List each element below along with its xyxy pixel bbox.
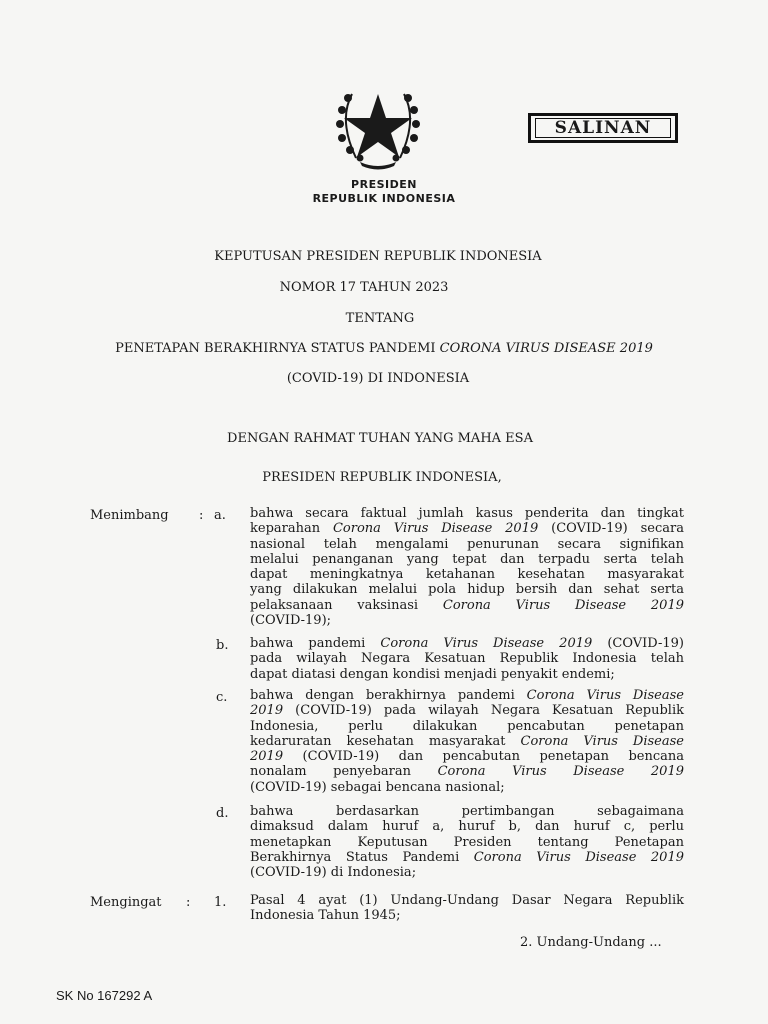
paragraph-line	[250, 636, 684, 651]
paragraph-line	[250, 835, 684, 850]
line-text: Indonesia Tahun 1945;	[250, 908, 401, 924]
consideration-paragraph	[250, 636, 684, 682]
mengingat-label: Mengingat	[90, 895, 162, 910]
decree-title: KEPUTUSAN PRESIDEN REPUBLIK INDONESIA	[214, 249, 542, 264]
paragraph-line	[250, 537, 684, 552]
line-text: kedaruratan kesehatan masyarakat	[250, 733, 521, 749]
line-text: dimaksud dalam huruf a, huruf b, dan huruf c, perlu	[250, 819, 684, 835]
paragraph-line	[250, 651, 684, 666]
menimbang-label: Menimbang	[90, 508, 169, 523]
line-text: bahwa berdasarkan pertimbangan sebagaimana	[250, 804, 684, 819]
line-text: Pasal 4 ayat (1) Undang-Undang Dasar Negara Republik	[250, 893, 684, 908]
legal-basis-paragraph	[250, 893, 684, 924]
consideration-letter: c.	[216, 690, 228, 705]
consideration-paragraph	[250, 688, 684, 795]
paragraph-line	[250, 521, 684, 536]
line-text: bahwa secara faktual jumlah kasus penderita dan tingkat	[250, 506, 684, 521]
line-text: Berakhirnya Status Pandemi	[250, 849, 474, 865]
paragraph-line	[250, 613, 684, 628]
paragraph-line	[250, 764, 684, 779]
decree-about: TENTANG	[345, 311, 415, 326]
line-text: (COVID-19)	[592, 636, 684, 651]
paragraph-line	[250, 850, 684, 865]
continuation-note: 2. Undang-Undang ...	[520, 935, 662, 950]
president-heading: PRESIDEN REPUBLIK INDONESIA,	[262, 470, 502, 485]
paragraph-line	[250, 780, 684, 795]
paragraph-line	[250, 506, 684, 521]
italic-term: Corona Virus Disease 2019	[473, 849, 684, 865]
salinan-stamp	[528, 113, 678, 143]
line-text: melalui penanganan yang tepat dan terpadu serta telah	[250, 551, 684, 567]
italic-term: Corona Virus Disease 2019	[332, 521, 539, 537]
president-line1: PRESIDEN	[351, 178, 417, 191]
italic-term: Corona Virus Disease	[526, 688, 684, 703]
salinan-label: SALINAN	[535, 118, 671, 138]
decree-subject-cont: (COVID-19) DI INDONESIA	[286, 371, 470, 386]
menimbang-colon: :	[199, 508, 204, 523]
consideration-letter: b.	[216, 638, 229, 653]
consideration-paragraph	[250, 506, 684, 628]
italic-term: Corona Virus Disease 2019	[442, 597, 684, 613]
line-text: nasional telah mengalami penurunan secara signifikan	[250, 536, 684, 552]
line-text: pelaksanaan vaksinasi	[250, 597, 443, 613]
mengingat-colon: :	[186, 895, 191, 910]
line-text: (COVID-19) sebagai bencana nasional;	[250, 779, 505, 795]
decree-subject-italic: CORONA VIRUS DISEASE 2019	[439, 341, 653, 356]
decree-number: NOMOR 17 TAHUN 2023	[279, 280, 449, 295]
paragraph-line	[250, 749, 684, 764]
italic-term: Corona Virus Disease 2019	[437, 764, 684, 780]
paragraph-line	[250, 598, 684, 613]
line-text: nonalam penyebaran	[250, 764, 438, 780]
italic-term: Corona Virus Disease	[520, 733, 684, 749]
consideration-letter: d.	[216, 806, 229, 821]
italic-term: Corona Virus Disease 2019	[380, 636, 593, 651]
line-text: bahwa pandemi	[250, 636, 381, 651]
line-text: pada wilayah Negara Kesatuan Republik Indonesia telah	[250, 651, 684, 667]
line-text: (COVID-19) dan pencabutan penetapan bencana	[283, 749, 684, 765]
paragraph-line	[250, 567, 684, 582]
italic-term: 2019	[250, 703, 284, 719]
paragraph-line	[250, 734, 684, 749]
paragraph-line	[250, 552, 684, 567]
paragraph-line	[250, 667, 684, 682]
decree-subject-plain: PENETAPAN BERAKHIRNYA STATUS PANDEMI	[115, 341, 440, 356]
line-text: dapat meningkatnya ketahanan kesehatan masyarakat	[250, 567, 684, 583]
paragraph-line	[250, 582, 684, 597]
line-text: (COVID-19) secara	[538, 521, 684, 537]
paragraph-line	[250, 719, 684, 734]
line-text: (COVID-19) pada wilayah Negara Kesatuan Republik	[283, 703, 684, 719]
garuda-star-emblem-icon	[330, 80, 426, 170]
consideration-letter: a.	[214, 508, 226, 523]
paragraph-line	[250, 703, 684, 718]
line-text: Indonesia, perlu dilakukan pencabutan penetapan	[250, 718, 684, 734]
paragraph-line	[250, 908, 684, 923]
legal-basis-number: 1.	[214, 895, 227, 910]
president-line2: REPUBLIK INDONESIA	[312, 192, 456, 205]
line-text: keparahan	[250, 521, 333, 537]
italic-term: 2019	[250, 749, 284, 765]
sk-number: SK No 167292 A	[56, 988, 153, 1003]
consideration-paragraph	[250, 804, 684, 880]
line-text: bahwa dengan berakhirnya pandemi	[250, 688, 527, 703]
paragraph-line	[250, 893, 684, 908]
paragraph-line	[250, 865, 684, 880]
paragraph-line	[250, 688, 684, 703]
paragraph-line	[250, 819, 684, 834]
decree-subject	[0, 341, 768, 356]
paragraph-line	[250, 804, 684, 819]
line-text: dapat diatasi dengan kondisi menjadi penyakit endemi;	[250, 666, 615, 682]
line-text: (COVID-19) di Indonesia;	[250, 865, 417, 881]
invocation: DENGAN RAHMAT TUHAN YANG MAHA ESA	[227, 431, 533, 446]
line-text: menetapkan Keputusan Presiden tentang Penetapan	[250, 834, 684, 850]
line-text: yang dilakukan melalui pola hidup bersih dan sehat serta	[250, 582, 684, 598]
line-text: (COVID-19);	[250, 613, 332, 629]
